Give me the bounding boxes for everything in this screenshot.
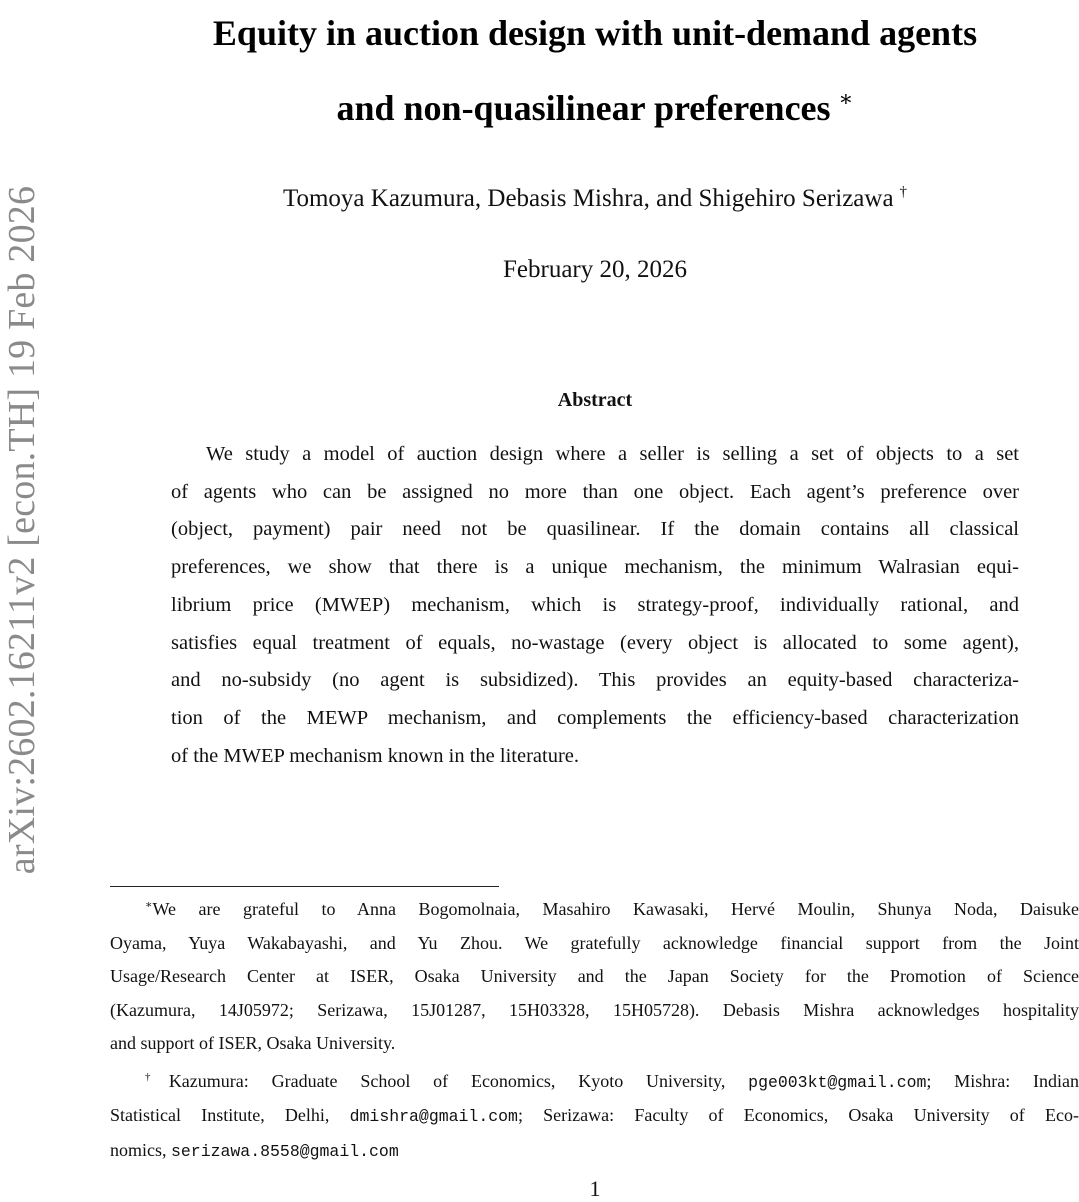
- abstract-line: and no-subsidy (no agent is subsidized). This provides an equity-based characteriza-: [171, 669, 1019, 692]
- footnote-text: ; Mishra: Indian: [926, 1070, 1079, 1091]
- email-link-serizawa[interactable]: serizawa.8558@gmail.com: [171, 1141, 399, 1161]
- email-link-kazumura[interactable]: pge003kt@gmail.com: [748, 1072, 927, 1092]
- title-line-1: Equity in auction design with unit-demand agents: [212, 13, 978, 53]
- footnote-line: [110, 1134, 1079, 1169]
- footnote-line: [110, 1061, 1079, 1100]
- footnote-affiliations: [110, 1061, 1079, 1169]
- abstract-line: librium price (MWEP) mechanism, which is strategy-proof, individually rational, and: [171, 593, 1019, 616]
- abstract-line: of the MWEP mechanism known in the literature.: [171, 744, 579, 767]
- title-footnote-mark[interactable]: ∗: [838, 86, 854, 111]
- publication-date: February 20, 2026: [503, 256, 687, 283]
- abstract-line: of agents who can be assigned no more than one object. Each agent’s preference over: [171, 480, 1019, 503]
- footnote-mark-dagger: †: [145, 1070, 169, 1083]
- abstract-line: tion of the MEWP mechanism, and complements the efficiency-based characterization: [171, 706, 1019, 729]
- footnote-mark-asterisk: ∗: [145, 899, 153, 911]
- arxiv-identifier-stamp: arXiv:2602.16211v2 [econ.TH] 19 Feb 2026: [1, 185, 43, 875]
- title-line-2-text: and non-quasilinear preferences: [336, 88, 831, 128]
- abstract-line: preferences, we show that there is a unique mechanism, the minimum Walrasian equi-: [171, 556, 1019, 579]
- abstract-heading: Abstract: [557, 389, 633, 411]
- footnote-line: (Kazumura, 14J05972; Serizawa, 15J01287, 15H03328, 15H05728). Debasis Mishra acknowledges hospitality: [110, 999, 1079, 1020]
- authors-text: Tomoya Kazumura, Debasis Mishra, and Shigehiro Serizawa: [282, 185, 894, 212]
- paper-title: [100, 0, 1079, 141]
- footnote-text: nomics,: [110, 1139, 171, 1160]
- email-link-mishra[interactable]: dmishra@gmail.com: [349, 1107, 518, 1126]
- page-number: 1: [589, 1176, 601, 1201]
- abstract-line: We study a model of auction design where a seller is selling a set of objects to a set: [206, 443, 1019, 465]
- abstract-body: [171, 436, 1019, 775]
- footnote-divider: [110, 886, 499, 887]
- footnote-text: Kazumura: Graduate School of Economics, Kyoto University,: [168, 1070, 749, 1091]
- title-line-2: [100, 66, 1079, 141]
- footnote-text: ; Serizawa: Faculty of Economics, Osaka University of Eco-: [517, 1105, 1079, 1125]
- footnote-line: Usage/Research Center at ISER, Osaka University and the Japan Society for the Promotion of Science: [110, 966, 1079, 986]
- footnote-acknowledgements: [110, 889, 1079, 1061]
- footnote-line: [110, 1099, 1079, 1134]
- abstract-line: (object, payment) pair need not be quasilinear. If the domain contains all classical: [171, 518, 1019, 541]
- footnote-text: Statistical Institute, Delhi,: [110, 1105, 350, 1125]
- abstract-line: satisfies equal treatment of equals, no-wastage (every object is allocated to some agent),: [171, 631, 1019, 654]
- footnote-line: and support of ISER, Osaka University.: [110, 1033, 396, 1053]
- authors-footnote-mark[interactable]: †: [899, 184, 908, 200]
- footnote-line: Oyama, Yuya Wakabayashi, and Yu Zhou. We gratefully acknowledge financial support from the Joint: [110, 932, 1079, 953]
- footnotes: [110, 889, 1079, 1168]
- footnote-line: [110, 889, 1079, 927]
- footnote-text: We are grateful to Anna Bogomolnaia, Masahiro Kawasaki, Hervé Moulin, Shunya Noda, Daisuke: [152, 899, 1079, 919]
- author-list: [100, 174, 1079, 217]
